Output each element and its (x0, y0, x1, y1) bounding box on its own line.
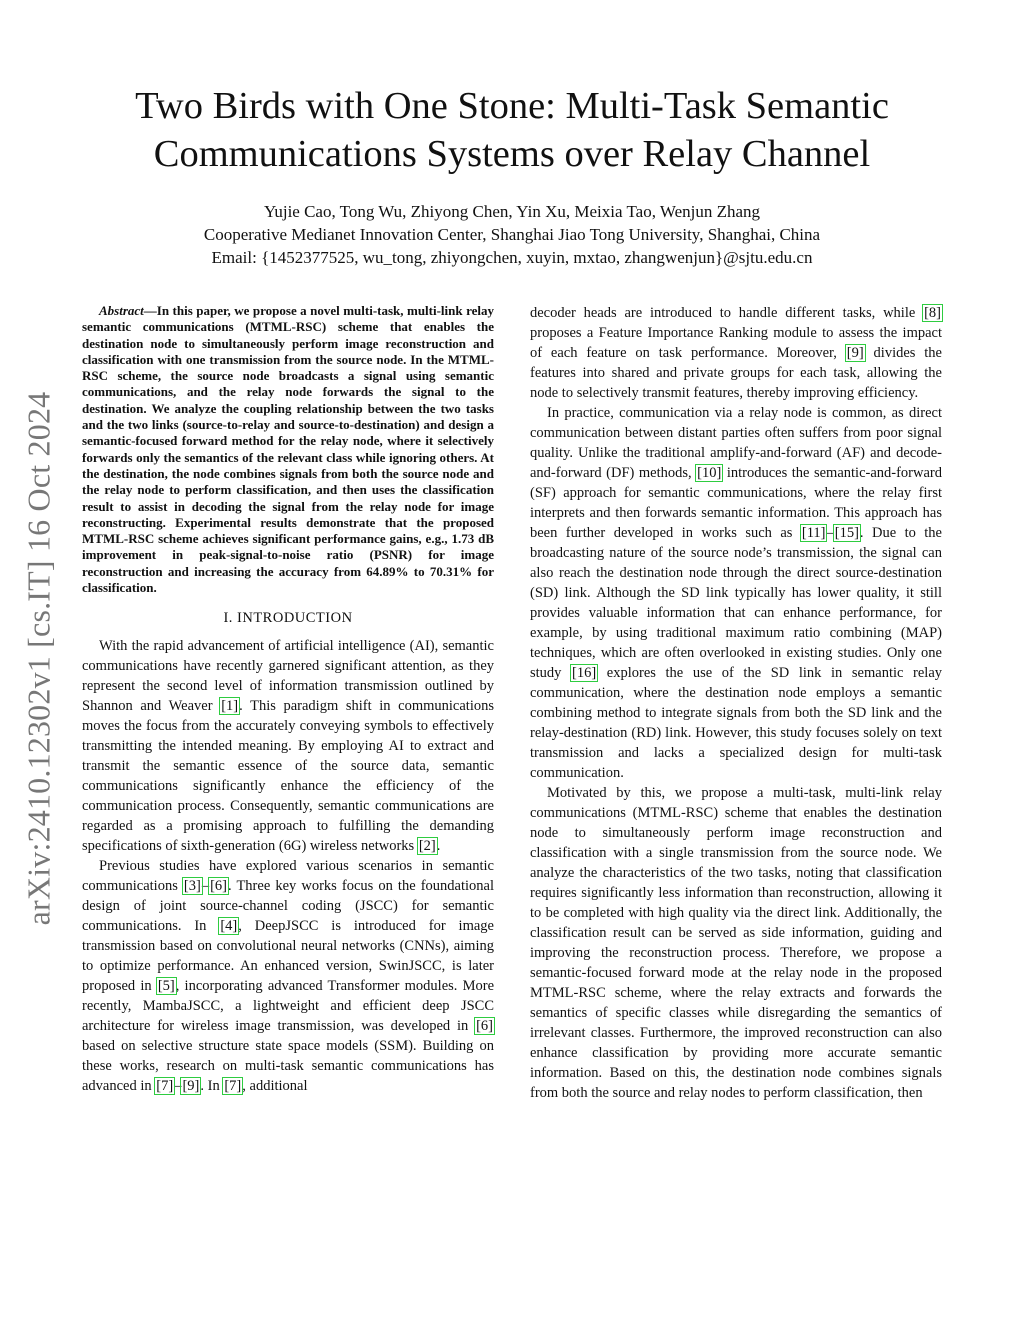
email: Email: {1452377525, wu_tong, zhiyongchen, xuyin, mxtao, zhangwenjun}@sjtu.edu.cn (211, 248, 813, 267)
text-run: explores the use of the SD link in semantic relay communication, where the destination node employs a semantic combining method to integrate signals from both the SD link and the relay-destination (RD) link. However, this study focuses solely on text transmission and lacks a specialized design for multi-task communication. (530, 665, 943, 781)
citation-link[interactable]: [10] (697, 465, 722, 481)
text-run: , incorporating advanced Transformer modules. More recently, MambaJSCC, a lightweight and efficient deep JSCC architecture for wireless image transmission, was developed in (82, 978, 495, 1035)
citation-link[interactable]: [9] (846, 345, 864, 361)
text-run: – (826, 525, 834, 541)
author-block (80, 200, 944, 269)
text-run: In practice, communication via a relay node is common, as direct communication between distant parties often suffers from poor signal quality. Unlike the traditional amplify-and-forward (AF) and decode-and-forward (DF) methods, (530, 405, 942, 481)
citation-link[interactable]: [3] (183, 878, 201, 895)
citation-link[interactable]: [11] (801, 525, 826, 541)
text-run: based on selective structure state space models (SSM). Building on these works, research on multi-task semantic communications has advanced in (82, 1038, 494, 1095)
text-run: decoder heads are introduced to handle different tasks, while (530, 305, 924, 321)
text-run: , additional (242, 1078, 308, 1095)
text-run: . (436, 838, 441, 855)
section-heading-introduction: I. INTRODUCTION (223, 610, 353, 627)
citation-link[interactable]: [2] (418, 838, 436, 855)
text-run: introduces the semantic-and-forward (SF) approach for semantic communications, where the relay first interprets and then forwards semantic information. This approach has been further developed in works such as (530, 465, 942, 541)
continued-paragraph (530, 303, 942, 403)
citation-link[interactable]: [5] (157, 978, 175, 995)
abstract-label: Abstract (99, 303, 144, 318)
text-run: divides the features into shared and private groups for each task, allowing the node to selectively transmit features, thereby improving efficiency. (530, 345, 942, 401)
text-run: . Due to the broadcasting nature of the source node’s transmission, the signal can also reach the destination node through the direct source-destination (SD) link. Although the SD link typically has lower quality, it still provides valuable information that can enhance performance, for example, by using traditional maximum ratio combining (MAP) techniques, which are often overlooked in existing studies. Only one study (530, 525, 942, 681)
paper-title: Two Birds with One Stone: Multi-Task Semantic Communications Systems over Relay Channel (135, 85, 889, 175)
citation-link[interactable]: [1] (221, 698, 239, 715)
citation-link[interactable]: [8] (924, 305, 941, 321)
intro-paragraph-1 (82, 636, 494, 856)
citation-link[interactable]: [7] (156, 1078, 174, 1095)
motivation-paragraph: Motivated by this, we propose a multi-task, multi-link relay communications (MTML-RSC) scheme that enables the destination node to simultaneously perform image reconstruction and classification with a single transmission from the source node. We analyze the characteristics of the two tasks, noting that classification requires significantly less information than reconstruction, allowing it to be completed with high quality via the direct link. Additionally, the classification result can be served as side information, guiding and improving the reconstruction process. Therefore, we propose a semantic-focused forward mode at the relay node in the proposed MTML-RSC scheme, where the relay extracts and forwards the semantics of specific classes while disregarding the semantics of irrelevant classes. Furthermore, the improved reconstruction can also enhance classification by providing more accurate semantic information. Based on this, the destination node combines signals from both the source and relay nodes to perform classification, then (530, 785, 942, 1101)
text-run: proposes a Feature Importance Ranking module to assess the impact of each feature on task performance. Moreover, (530, 325, 942, 361)
citation-link[interactable]: [15] (834, 525, 859, 541)
arxiv-identifier-text: arXiv:2410.12302v1 [cs.IT] 16 Oct 2024 (20, 391, 57, 925)
citation-link[interactable]: [4] (220, 918, 238, 935)
text-run: Previous studies have explored various scenarios in semantic communications (82, 858, 494, 895)
citation-link[interactable]: [7] (224, 1078, 242, 1095)
relay-paragraph (530, 403, 942, 783)
text-run: – (201, 878, 210, 895)
abstract-text: —In this paper, we propose a novel multi-task, multi-link relay semantic communications (MTML-RSC) scheme that enables the destination node to simultaneously perform image reconstruction and classification with one transmission from the source node. In the MTML-RSC scheme, the source node broadcasts a signal using semantic communications, and the relay node forwards the signal to the destination. We analyze the coupling relationship between the two tasks and the two links (source-to-relay and source-to-destination) and design a semantic-focused forward method for the relay node, where it selectively forwards only the semantics of the relevant class while ignoring others. At the destination, the node combines signals from both the source node and the relay node to perform classification, and then uses the classification result to assist in decoding the signal from the relay node for image reconstructing. Experimental results demonstrate that the proposed MTML-RSC scheme achieves significant performance gains, e.g., 1.73 dB improvement in peak-signal-to-noise ratio (PSNR) for image reconstruction and increasing the accuracy from 64.89% to 70.31% for classification. (82, 303, 494, 596)
citation-link[interactable]: [6] (476, 1018, 493, 1035)
intro-paragraph-2 (82, 856, 494, 1096)
left-column (82, 303, 494, 1096)
abstract (82, 303, 494, 596)
text-run: . In (200, 1078, 224, 1095)
citation-link[interactable]: [6] (210, 878, 228, 895)
citation-link[interactable]: [9] (182, 1078, 200, 1095)
text-run: . This paradigm shift in communications moves the focus from the accurately conveying symbols to effectively transmitting the intended meaning. By employing AI to extract and transmit the semantic essence of the source data, semantic communications significantly enhance the efficiency of the communication process. Consequently, semantic communications are regarded as a promising approach to fulfilling the demanding specifications of sixth-generation (6G) wireless networks (82, 698, 494, 855)
text-run: With the rapid advancement of artificial intelligence (AI), semantic communications have recently garnered significant attention, as they represent the second level of information transmission outlined by Shannon and Weaver (82, 638, 494, 715)
author-list: Yujie Cao, Tong Wu, Zhiyong Chen, Yin Xu, Meixia Tao, Wenjun Zhang (263, 202, 761, 221)
text-run: , DeepJSCC is introduced for image transmission based on convolutional neural networks (CNNs), aiming to optimize performance. An enhanced version, SwinJSCC, is later proposed in (82, 918, 494, 995)
right-column (530, 303, 942, 1103)
affiliation: Cooperative Medianet Innovation Center, Shanghai Jiao Tong University, Shanghai, China (203, 225, 821, 244)
citation-link[interactable]: [16] (572, 665, 597, 681)
arxiv-identifier (19, 372, 59, 944)
text-run: – (174, 1078, 182, 1095)
text-run: . Three key works focus on the foundational design of joint source-channel coding (JSCC) for semantic communications. In (82, 878, 494, 935)
